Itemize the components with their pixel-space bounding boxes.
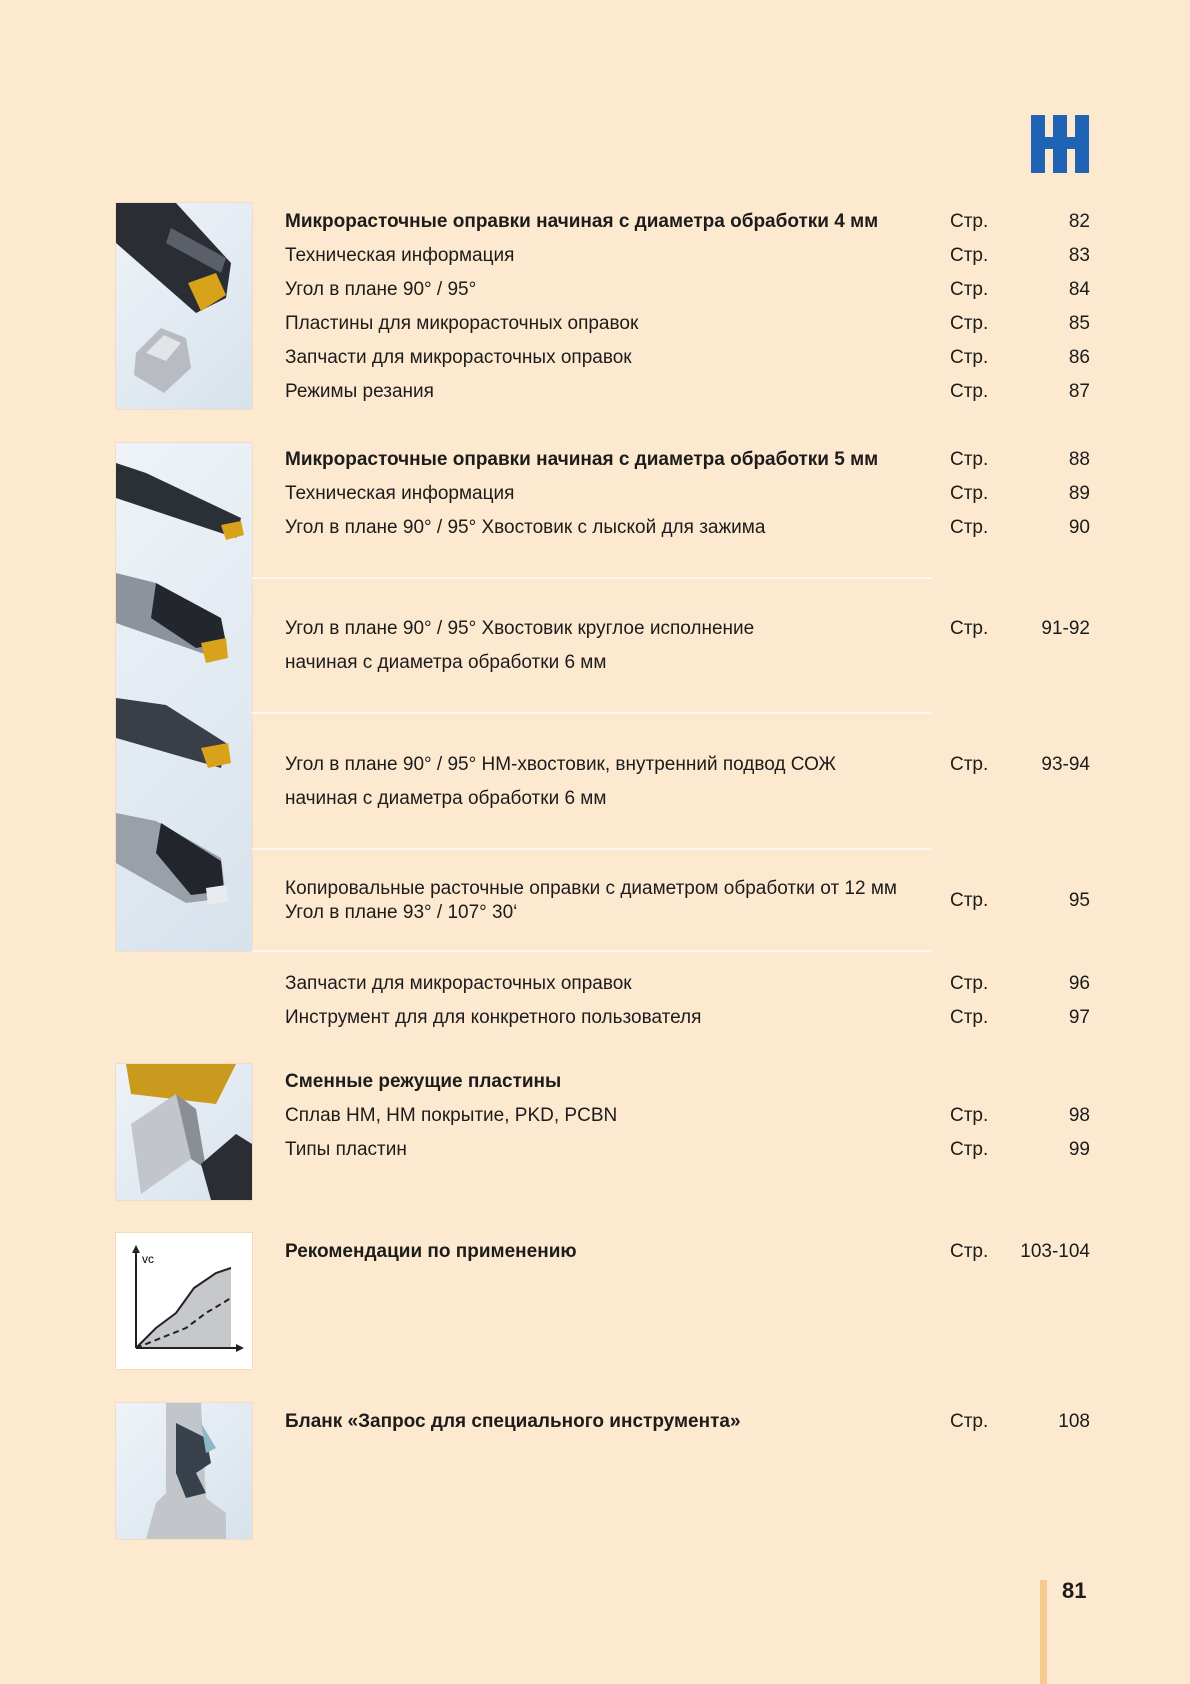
page-ref-label: Стр. xyxy=(950,1007,989,1028)
page-ref-label: Стр. xyxy=(950,1241,989,1262)
entry-title: Запчасти для микрорасточных оправок xyxy=(285,973,632,994)
toc-entry[interactable] xyxy=(285,443,1090,477)
page-ref-label: Стр. xyxy=(950,890,989,911)
hh-logo-icon xyxy=(1031,115,1089,173)
divider xyxy=(252,577,932,579)
toc-entry[interactable] xyxy=(285,511,1090,545)
page-ref-label: Стр. xyxy=(950,313,989,334)
entry-title: Бланк «Запрос для специального инструмента» xyxy=(285,1411,741,1432)
page-ref-label: Стр. xyxy=(950,245,989,266)
page-ref: 98 xyxy=(1068,1105,1090,1126)
entry-title-line2: начиная с диаметра обработки 6 мм xyxy=(285,788,607,809)
special-tool-photo xyxy=(115,1402,253,1540)
cutting-speed-chart xyxy=(115,1232,253,1370)
entry-title: Запчасти для микрорасточных оправок xyxy=(285,347,632,368)
page-ref-label: Стр. xyxy=(950,1411,989,1432)
page-ref: 83 xyxy=(1068,245,1090,266)
entry-title-line1: Копировальные расточные оправки с диаметром обработки от 12 мм xyxy=(285,878,897,899)
entry-title: Угол в плане 90° / 95° Хвостовик с лыской для зажима xyxy=(285,517,766,538)
page-ref: 85 xyxy=(1068,313,1090,334)
toc-entry[interactable] xyxy=(285,307,1090,341)
page-ref-label: Стр. xyxy=(950,517,989,538)
page-ref: 95 xyxy=(1068,890,1090,911)
toc-entry[interactable] xyxy=(285,1099,1090,1133)
entry-title: Техническая информация xyxy=(285,245,515,266)
page-ref: 108 xyxy=(1058,1411,1090,1432)
divider xyxy=(252,712,932,714)
toc-entry[interactable] xyxy=(285,375,1090,409)
toc-entry[interactable] xyxy=(285,1001,1090,1035)
entry-title-line2: начиная с диаметра обработки 6 мм xyxy=(285,652,607,673)
page-ref: 82 xyxy=(1068,211,1090,232)
entry-title-line2: Угол в плане 93° / 107° 30‘ xyxy=(285,902,518,923)
page-ref: 97 xyxy=(1068,1007,1090,1028)
page-ref: 86 xyxy=(1068,347,1090,368)
entry-title: Инструмент для для конкретного пользователя xyxy=(285,1007,702,1028)
page-ref-label: Стр. xyxy=(950,279,989,300)
entry-title: Пластины для микрорасточных оправок xyxy=(285,313,639,334)
page-ref-label: Стр. xyxy=(950,347,989,368)
page-ref-label: Стр. xyxy=(950,618,989,639)
toc-entry[interactable] xyxy=(285,967,1090,1001)
page-ref-label: Стр. xyxy=(950,483,989,504)
toc-entry[interactable] xyxy=(285,477,1090,511)
toc-entry[interactable] xyxy=(285,205,1090,239)
toc-entry[interactable] xyxy=(285,239,1090,273)
toc-entry[interactable] xyxy=(285,1133,1090,1167)
entry-title-line1: Угол в плане 90° / 95° Хвостовик круглое исполнение xyxy=(285,618,755,639)
page-ref: 91-92 xyxy=(1041,618,1090,639)
page-number-bar xyxy=(1040,1580,1047,1684)
page-ref: 87 xyxy=(1068,381,1090,402)
page-number: 81 xyxy=(1062,1578,1087,1603)
page-ref: 84 xyxy=(1068,279,1090,300)
page-ref: 89 xyxy=(1068,483,1090,504)
entry-title: Рекомендации по применению xyxy=(285,1241,577,1262)
toc-entry[interactable] xyxy=(285,273,1090,307)
entry-title: Угол в плане 90° / 95° xyxy=(285,279,477,300)
page-ref: 99 xyxy=(1068,1139,1090,1160)
entry-title: Режимы резания xyxy=(285,381,434,402)
page-ref: 96 xyxy=(1068,973,1090,994)
entry-title: Техническая информация xyxy=(285,483,515,504)
page-ref-label: Стр. xyxy=(950,381,989,402)
entry-title: Микрорасточные оправки начиная с диаметра обработки 4 мм xyxy=(285,211,879,232)
page-ref: 103-104 xyxy=(1020,1241,1090,1262)
toc-entry[interactable] xyxy=(285,1235,1090,1269)
page-ref-label: Стр. xyxy=(950,973,989,994)
entry-title: Микрорасточные оправки начиная с диаметра обработки 5 мм xyxy=(285,449,879,470)
inserts-photo xyxy=(115,1063,253,1201)
toc-entry[interactable] xyxy=(285,748,1090,816)
entry-title: Сменные режущие пластины xyxy=(285,1071,562,1092)
page-ref-label: Стр. xyxy=(950,754,989,775)
toc-entry[interactable] xyxy=(285,1405,1090,1439)
page-ref: 90 xyxy=(1068,517,1090,538)
divider xyxy=(252,950,932,952)
entry-title: Типы пластин xyxy=(285,1139,407,1160)
entry-title: Сплав НМ, НМ покрытие, PKD, PCBN xyxy=(285,1105,618,1126)
toc-entry[interactable] xyxy=(285,612,1090,680)
vc-axis-label: vc xyxy=(142,1252,154,1266)
page-ref-label: Стр. xyxy=(950,1105,989,1126)
page-ref-label: Стр. xyxy=(950,211,989,232)
page-ref-label: Стр. xyxy=(950,449,989,470)
boring-bars-5mm-photo xyxy=(115,442,253,952)
boring-bar-4mm-photo xyxy=(115,202,253,410)
divider xyxy=(252,848,932,850)
page-ref-label: Стр. xyxy=(950,1139,989,1160)
page-ref: 88 xyxy=(1068,449,1090,470)
toc-entry[interactable] xyxy=(285,876,1090,926)
page-ref: 93-94 xyxy=(1041,754,1090,775)
toc-heading xyxy=(285,1065,1090,1099)
toc-entry[interactable] xyxy=(285,341,1090,375)
entry-title-line1: Угол в плане 90° / 95° НМ-хвостовик, внутренний подвод СОЖ xyxy=(285,754,836,775)
